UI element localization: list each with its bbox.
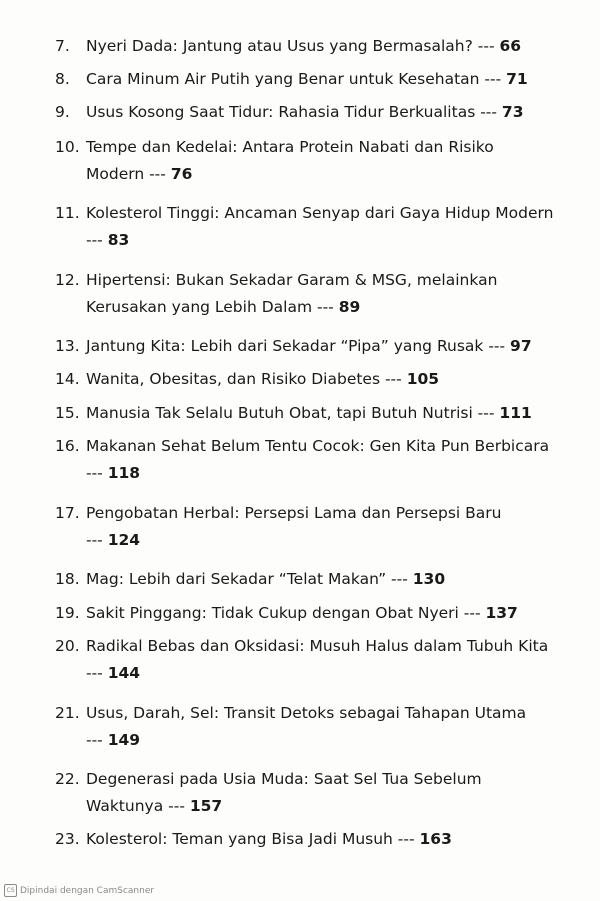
toc-entry-page-number: 130	[412, 570, 446, 588]
toc-entry-title	[86, 366, 575, 393]
toc-entry-title	[86, 134, 575, 161]
toc-entry-title-line1: Tempe dan Kedelai: Antara Protein Nabati dan Risiko	[86, 138, 494, 156]
toc-entry-number: 16.	[55, 437, 80, 455]
toc-entry-page-number: 73	[501, 103, 524, 121]
toc-entry-title	[86, 600, 575, 627]
toc-entry-page-number: 105	[406, 370, 440, 388]
toc-entry-page-number: 111	[499, 404, 532, 422]
watermark-text: Dipindai dengan CamScanner	[20, 885, 155, 896]
toc-entry-title-continued	[86, 161, 575, 188]
toc-entry-page-number: 157	[189, 797, 223, 815]
toc-entry-page-number: 124	[107, 531, 141, 549]
toc-entry	[55, 433, 575, 487]
toc-entry-title-line2: Waktunya ---	[86, 797, 185, 815]
toc-entry	[55, 134, 575, 188]
toc-entry	[55, 566, 575, 593]
toc-entry-title-line1: Wanita, Obesitas, dan Risiko Diabetes ---	[86, 370, 402, 388]
toc-entry-number: 18.	[55, 570, 80, 588]
toc-entry-title-line1: Manusia Tak Selalu Butuh Obat, tapi Butuh Nutrisi ---	[86, 404, 495, 422]
toc-entry-title	[86, 400, 575, 427]
toc-entry	[55, 200, 575, 254]
toc-entry-title	[86, 99, 575, 126]
toc-entry-title	[86, 700, 575, 727]
toc-entry-page-number: 97	[510, 337, 532, 355]
toc-entry-title-continued	[86, 727, 575, 754]
toc-entry	[55, 826, 575, 853]
toc-entry	[55, 766, 575, 820]
toc-entry	[55, 267, 575, 321]
toc-entry-number: 21.	[55, 704, 80, 722]
toc-entry	[55, 633, 575, 687]
toc-entry-title-line1: Usus Kosong Saat Tidur: Rahasia Tidur Berkualitas ---	[86, 103, 497, 121]
toc-entry-title-line2: Kerusakan yang Lebih Dalam ---	[86, 298, 334, 316]
toc-entry	[55, 99, 575, 126]
toc-entry-title	[86, 267, 575, 294]
toc-entry-title	[86, 333, 575, 360]
toc-entry-title-line2: ---	[86, 664, 103, 682]
toc-entry-number: 15.	[55, 404, 80, 422]
camscanner-logo-icon: CS	[4, 884, 17, 897]
toc-entry-number: 23.	[55, 830, 80, 848]
toc-entry-title-line1: Pengobatan Herbal: Persepsi Lama dan Persepsi Baru	[86, 504, 502, 522]
toc-entry-title-line1: Sakit Pinggang: Tidak Cukup dengan Obat Nyeri ---	[86, 604, 481, 622]
toc-entry	[55, 400, 575, 427]
toc-entry-title	[86, 500, 575, 527]
toc-entry-number: 11.	[55, 204, 80, 222]
toc-entry-title-line1: Usus, Darah, Sel: Transit Detoks sebagai Tahapan Utama	[86, 704, 527, 722]
toc-entry-title-line2: ---	[86, 464, 103, 482]
toc-entry	[55, 333, 575, 360]
toc-entry-number: 19.	[55, 604, 80, 622]
toc-entry	[55, 600, 575, 627]
toc-entry-number: 17.	[55, 504, 80, 522]
toc-entry-number: 12.	[55, 271, 80, 289]
toc-entry-title	[86, 633, 575, 660]
toc-entry-page-number: 76	[170, 165, 193, 183]
toc-entry-number: 22.	[55, 770, 80, 788]
toc-entry-title-line1: Degenerasi pada Usia Muda: Saat Sel Tua Sebelum	[86, 770, 482, 788]
toc-entry-title-line2: Modern ---	[86, 165, 166, 183]
toc-entry-title	[86, 433, 575, 460]
toc-entry-number: 14.	[55, 370, 80, 388]
toc-entry-page-number: 89	[338, 298, 361, 316]
toc-entry-page-number: 66	[499, 37, 522, 55]
toc-entry-title	[86, 826, 575, 853]
toc-entry-title-continued	[86, 460, 575, 487]
toc-entry-title-line1: Kolesterol: Teman yang Bisa Jadi Musuh ---	[86, 830, 415, 848]
toc-entry-title-continued	[86, 793, 575, 820]
toc-entry-title-line1: Kolesterol Tinggi: Ancaman Senyap dari Gaya Hidup Modern	[86, 204, 554, 222]
toc-entry-number: 8.	[55, 70, 70, 88]
toc-entry-page-number: 149	[107, 731, 141, 749]
toc-entry-title-continued	[86, 227, 575, 254]
toc-entry-number: 10.	[55, 138, 80, 156]
toc-entry-page-number: 163	[419, 830, 452, 848]
toc-entry-title-line2: ---	[86, 731, 103, 749]
toc-entry-title	[86, 566, 575, 593]
toc-entry-number: 7.	[55, 37, 70, 55]
toc-entry-title-line1: Makanan Sehat Belum Tentu Cocok: Gen Kita Pun Berbicara	[86, 437, 550, 455]
toc-entry-title-line2: ---	[86, 231, 103, 249]
toc-entry-number: 13.	[55, 337, 80, 355]
toc-entry-page-number: 118	[107, 464, 141, 482]
toc-entry-title	[86, 200, 575, 227]
toc-entry-title-line1: Radikal Bebas dan Oksidasi: Musuh Halus dalam Tubuh Kita	[86, 637, 549, 655]
toc-entry-page-number: 137	[485, 604, 518, 622]
toc-entry-title-line1: Nyeri Dada: Jantung atau Usus yang Bermasalah? ---	[86, 37, 495, 55]
toc-entry	[55, 33, 575, 60]
toc-entry-title	[86, 766, 575, 793]
toc-entry-title-continued	[86, 294, 575, 321]
toc-entry-title-continued	[86, 527, 575, 554]
toc-entry-page-number: 83	[107, 231, 130, 249]
toc-entry-title-line1: Cara Minum Air Putih yang Benar untuk Kesehatan ---	[86, 70, 502, 88]
toc-entry	[55, 500, 575, 554]
toc-entry-title-line1: Hipertensi: Bukan Sekadar Garam & MSG, melainkan	[86, 271, 498, 289]
toc-entry-number: 20.	[55, 637, 80, 655]
scanner-watermark	[4, 884, 154, 897]
toc-entry-number: 9.	[55, 103, 70, 121]
toc-entry-title	[86, 33, 575, 60]
toc-entry	[55, 700, 575, 754]
toc-entry-title-line1: Mag: Lebih dari Sekadar “Telat Makan” ---	[86, 570, 408, 588]
toc-entry-page-number: 144	[107, 664, 141, 682]
toc-entry-title	[86, 66, 575, 93]
toc-entry-title-line1: Jantung Kita: Lebih dari Sekadar “Pipa” yang Rusak ---	[86, 337, 506, 355]
toc-entry-title-continued	[86, 660, 575, 687]
toc-entry	[55, 366, 575, 393]
toc-entry-page-number: 71	[506, 70, 528, 88]
toc-entry-title-line2: ---	[86, 531, 103, 549]
toc-entry	[55, 66, 575, 93]
